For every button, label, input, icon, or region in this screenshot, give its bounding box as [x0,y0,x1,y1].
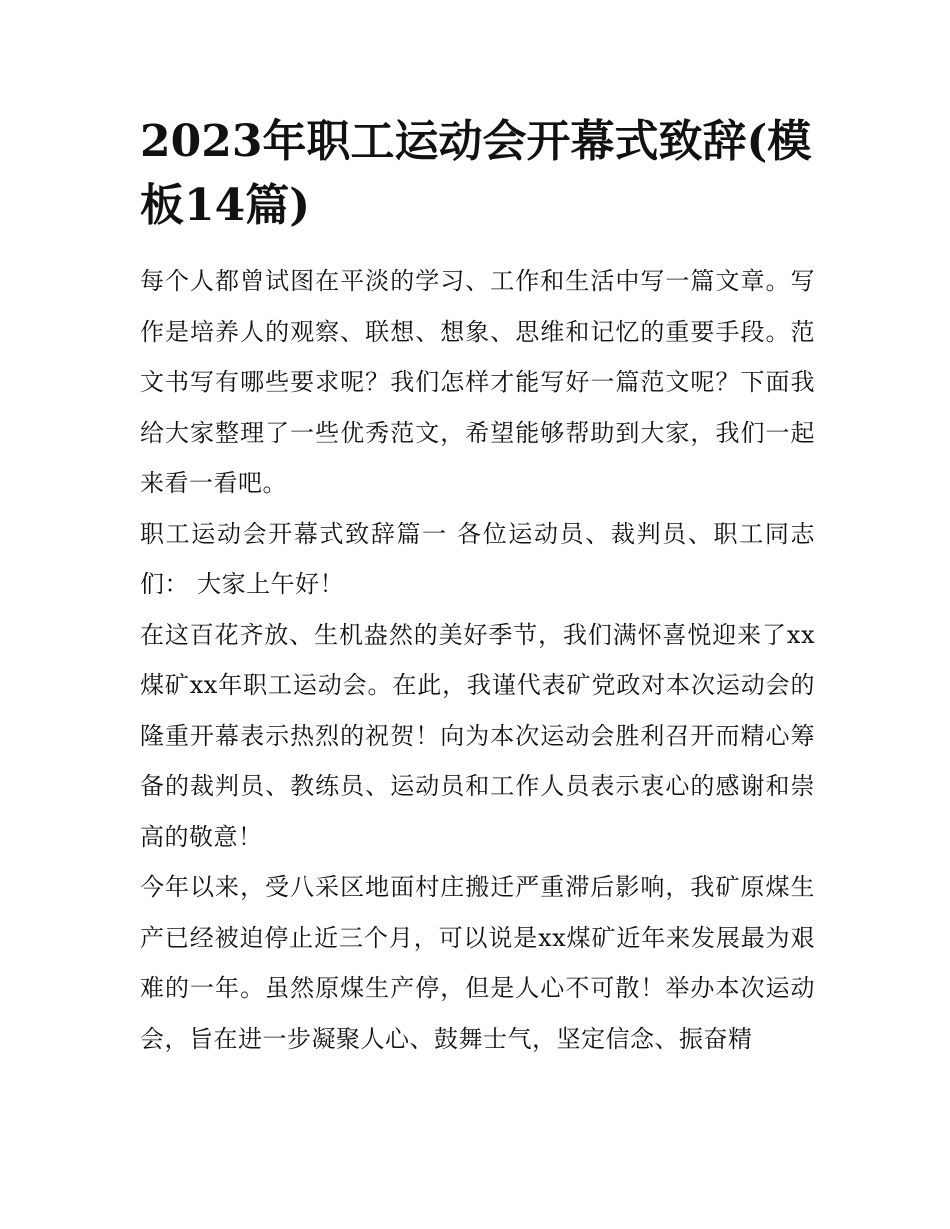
document-title: 2023年职工运动会开幕式致辞(模板14篇) [140,116,812,231]
speech-heading-paragraph: 职工运动会开幕式致辞篇一 各位运动员、裁判员、职工同志们： 大家上午好！ [140,519,815,598]
speech-paragraph-background: 今年以来，受八采区地面村庄搬迁严重滞后影响，我矿原煤生产已经被迫停止近三个月，可以说是xx煤矿近年来发展最为艰难的一年。虽然原煤生产停，但是人心不可散！举办本次运动会，旨在进一步凝聚人心、鼓舞士气，坚定信念、振奋精 [140,873,815,1053]
speech-paragraph-opening: 在这百花齐放、生机盎然的美好季节，我们满怀喜悦迎来了xx煤矿xx年职工运动会。在此，我谨代表矿党政对本次运动会的隆重开幕表示热烈的祝贺！向为本次运动会胜利召开而精心筹备的裁判员、教练员、运动员和工作人员表示衷心的感谢和崇高的敬意！ [140,620,815,851]
intro-paragraph: 每个人都曾试图在平淡的学习、工作和生活中写一篇文章。写作是培养人的观察、联想、想象、思维和记忆的重要手段。范文书写有哪些要求呢？我们怎样才能写好一篇范文呢？下面我给大家整理了一些优秀范文，希望能够帮助到大家，我们一起来看一看吧。 [140,267,815,497]
